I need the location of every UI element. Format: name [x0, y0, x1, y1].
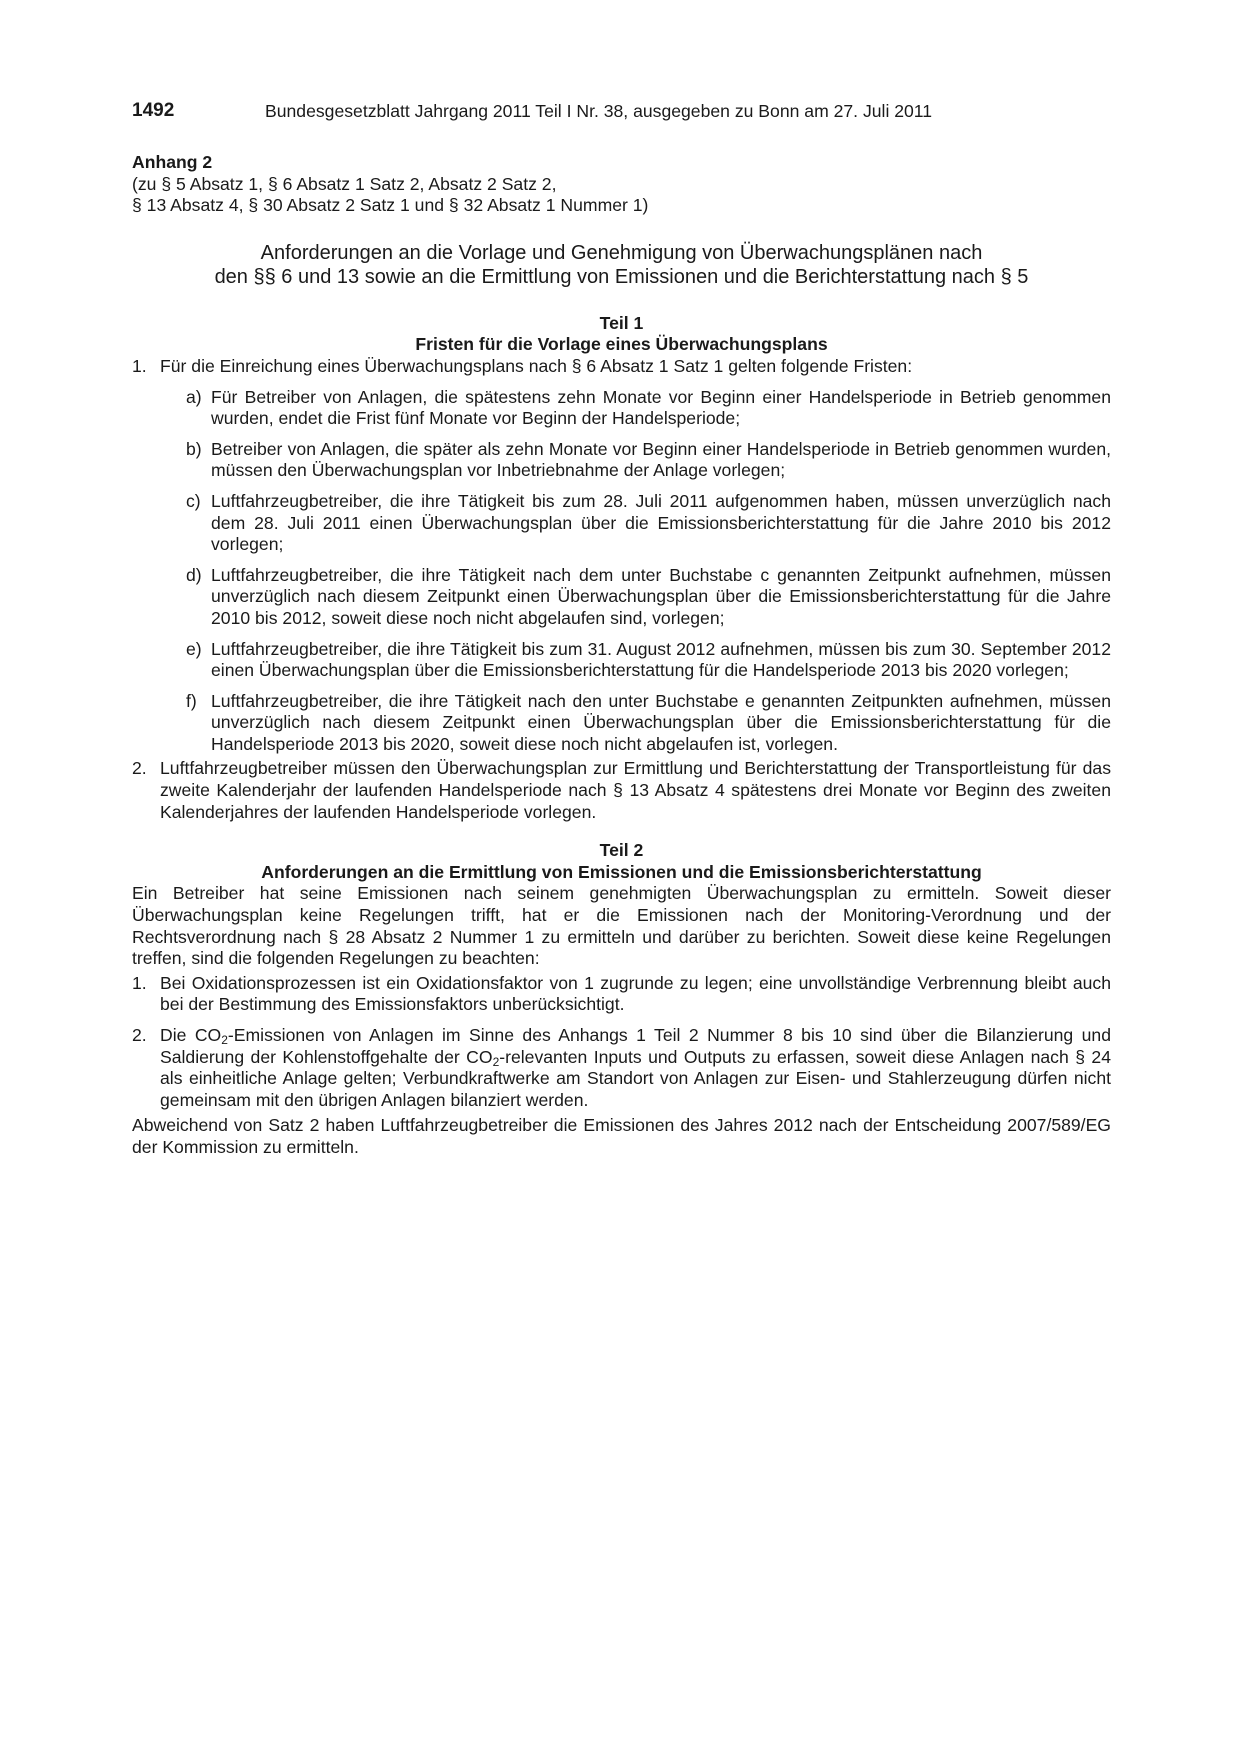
sub-item-text: Betreiber von Anlagen, die später als zehn Monate vor Beginn einer Handelsperiode in Betrieb genommen wurden, müssen den Überwachungsplan vor Inbetriebnahme der Anlage vorlegen;: [211, 438, 1111, 481]
section-teil-1: [132, 313, 1111, 823]
list-item: [132, 973, 1111, 1016]
item-text-part: -Emissionen von Anlagen im Sinne des Anhangs 1 Teil 2 Nummer 8 bis 10 sind über die Bilanzierung und Saldierung der Kohlenstoffgehalte der CO: [160, 1025, 1111, 1067]
section-heading: Fristen für die Vorlage eines Überwachungsplans: [415, 334, 828, 355]
item-text-part: Die CO: [160, 1025, 222, 1045]
sub-item-label: d): [186, 564, 202, 585]
subscript: 2: [492, 1054, 500, 1069]
item-number: 2.: [132, 1025, 147, 1045]
sub-item: [160, 691, 1111, 756]
running-head: Bundesgesetzblatt Jahrgang 2011 Teil I Nr. 38, ausgegeben zu Bonn am 27. Juli 2011: [265, 101, 933, 121]
section-teil-2: [132, 840, 1111, 1158]
annex-heading-line-1: Anforderungen an die Vorlage und Genehmigung von Überwachungsplänen nach: [260, 241, 983, 264]
sub-item-label: a): [186, 386, 202, 407]
item-number: 1.: [132, 355, 147, 376]
section-heading: Anforderungen an die Ermittlung von Emissionen und die Emissionsberichterstattung: [261, 861, 982, 882]
teil-2-list: [132, 973, 1111, 1112]
subscript: 2: [221, 1033, 228, 1047]
item-text: Bei Oxidationsprozessen ist ein Oxidationsfaktor von 1 zugrunde zu legen; eine unvollständige Verbrennung bleibt auch bei der Bestimmung des Emissionsfaktors unberücksichtigt.: [160, 972, 1111, 1015]
sub-item-text: Luftfahrzeugbetreiber, die ihre Tätigkeit bis zum 28. Juli 2011 aufgenommen haben, müssen unverzüglich nach dem 28. Juli 2011 einen Überwachungsplan über die Emissionsberichterstattung für die Jahre 2010 bis 2012 vorlegen;: [211, 490, 1111, 555]
sub-item: [160, 565, 1111, 630]
list-item: [132, 356, 1111, 756]
sub-item-text: Luftfahrzeugbetreiber, die ihre Tätigkeit bis zum 31. August 2012 aufnehmen, müssen bis zum 30. September 2012 einen Überwachungsplan über die Emissionsberichterstattung für die Handelsperiode 2013 bis 2020 vorlegen;: [211, 638, 1111, 681]
sub-item: [160, 387, 1111, 430]
teil-1-list: [132, 356, 1111, 823]
section-label: Teil 2: [599, 840, 644, 861]
sub-item-text: Für Betreiber von Anlagen, die spätestens zehn Monate vor Beginn einer Handelsperiode in Betrieb genommen wurden, endet die Frist fünf Monate vor Beginn der Handelsperiode;: [211, 386, 1111, 429]
section-label: Teil 1: [599, 312, 644, 333]
item-text: [160, 1025, 1111, 1111]
sub-item: [160, 491, 1111, 556]
sub-item-text: Luftfahrzeugbetreiber, die ihre Tätigkeit nach den unter Buchstabe e genannten Zeitpunkten aufnehmen, müssen unverzüglich nach diesem Zeitpunkt einen Überwachungsplan über die Emissionsberichterstattung für die Handelsperiode 2013 bis 2020, soweit diese noch nicht abgelaufen ist, vorlegen.: [211, 690, 1111, 754]
list-item: [132, 1025, 1111, 1111]
item-text: Luftfahrzeugbetreiber müssen den Überwachungsplan zur Ermittlung und Berichterstattung der Transportleistung für das zweite Kalenderjahr der laufenden Handelsperiode nach § 13 Absatz 4 spätestens drei Monate vor Beginn des zweiten Kalenderjahres der laufenden Handelsperiode vorlegen.: [160, 758, 1111, 822]
sub-item: [160, 439, 1111, 482]
sub-item-label: b): [186, 438, 202, 459]
list-item: [132, 758, 1111, 823]
sub-item-label: f): [186, 690, 197, 711]
intro-paragraph: Ein Betreiber hat seine Emissionen nach seinem genehmigten Überwachungsplan zu ermitteln. Soweit dieser Überwachungsplan keine Regelungen trifft, hat er die Emissionen nach der Monitoring-Verordnung und der Rechtsverordnung nach § 28 Absatz 2 Nummer 1 zu ermitteln und darüber zu berichten. Soweit diese keine Regelungen treffen, sind die folgenden Regelungen zu beachten:: [132, 883, 1111, 969]
annex-heading: [132, 241, 1111, 289]
closing-paragraph: Abweichend von Satz 2 haben Luftfahrzeugbetreiber die Emissionen des Jahres 2012 nach der Entscheidung 2007/589/EG der Kommission zu ermitteln.: [132, 1115, 1111, 1157]
sub-item: [160, 639, 1111, 682]
annex-reference-line-2: § 13 Absatz 4, § 30 Absatz 2 Satz 1 und § 32 Absatz 1 Nummer 1): [132, 195, 649, 216]
page-header: [132, 100, 1112, 124]
sub-item-label: e): [186, 638, 202, 659]
annex-heading-line-2: den §§ 6 und 13 sowie an die Ermittlung von Emissionen und die Berichterstattung nach § 5: [214, 265, 1029, 288]
item-text-part: -relevanten Inputs und Outputs zu erfassen, soweit diese Anlagen nach § 24 als einheitliche Anlage gelten; Verbundkraftwerke am Standort von Anlagen zur Eisen- und Stahlerzeugung dürfen nicht gemeinsam mit den übrigen Anlagen bilanziert werden.: [160, 1046, 1111, 1110]
item-text: Für die Einreichung eines Überwachungsplans nach § 6 Absatz 1 Satz 1 gelten folgende Fristen:: [160, 355, 913, 376]
sub-item-label: c): [186, 490, 201, 511]
item-number: 1.: [132, 972, 147, 993]
page-content: [132, 152, 1111, 1159]
sub-item-text: Luftfahrzeugbetreiber, die ihre Tätigkeit nach dem unter Buchstabe c genannten Zeitpunkt aufnehmen, müssen unverzüglich nach diesem Zeitpunkt einen Überwachungsplan über die Emissionsberichterstattung für die Jahre 2010 bis 2012, soweit diese noch nicht abgelaufen sind, vorlegen;: [211, 564, 1111, 628]
item-number: 2.: [132, 758, 147, 779]
annex-title: Anhang 2: [132, 152, 213, 172]
annex-reference-line-1: (zu § 5 Absatz 1, § 6 Absatz 1 Satz 2, Absatz 2 Satz 2,: [132, 173, 557, 194]
page-number: 1492: [132, 100, 175, 121]
